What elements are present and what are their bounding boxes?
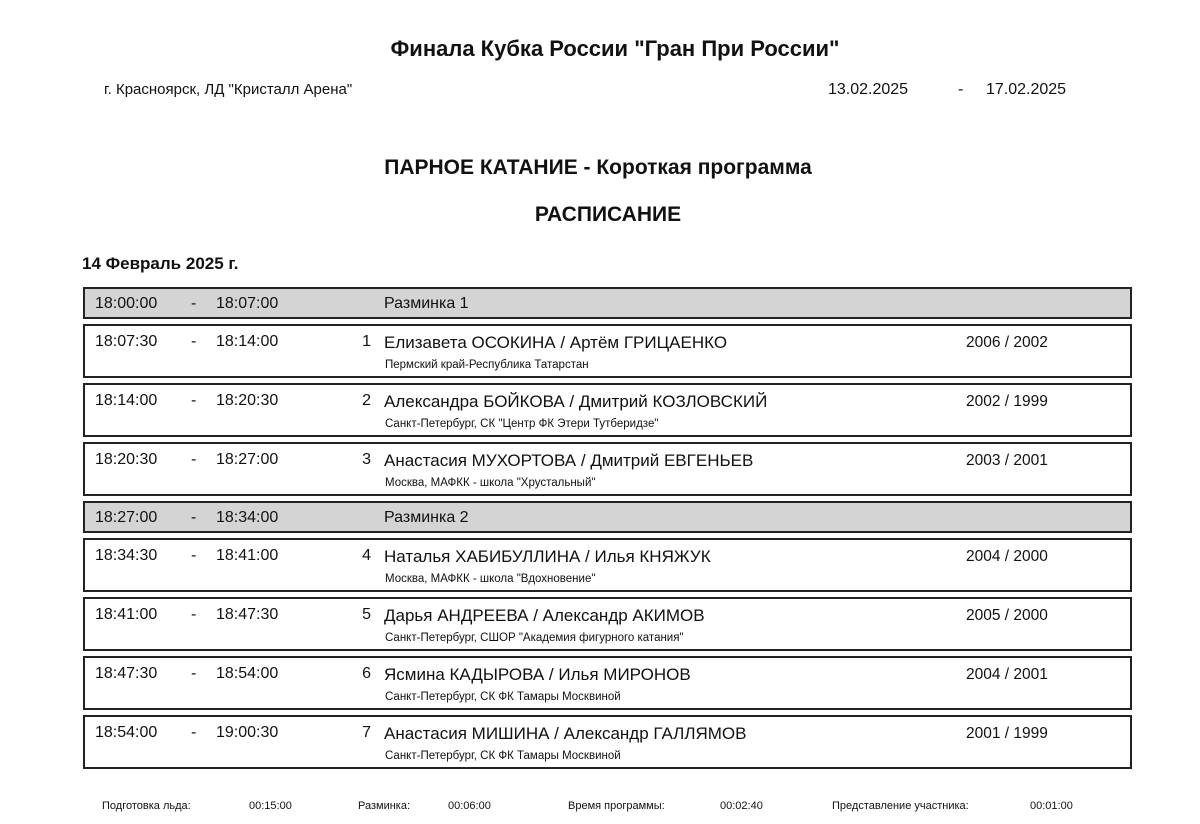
pair-row xyxy=(83,383,1132,437)
start-number: 6 xyxy=(362,665,371,682)
warmup-duration-value: 00:06:00 xyxy=(448,800,491,812)
pair-names: Ясмина КАДЫРОВА / Илья МИРОНОВ xyxy=(384,665,691,684)
pair-club: Санкт-Петербург, СК ФК Тамары Москвиной xyxy=(385,750,621,762)
time-dash: - xyxy=(191,606,197,623)
ice-prep-label: Подготовка льда: xyxy=(102,800,191,812)
pair-names: Дарья АНДРЕЕВА / Александр АКИМОВ xyxy=(384,606,705,625)
start-number: 5 xyxy=(362,606,371,623)
end-time: 18:27:00 xyxy=(216,451,279,468)
end-time: 18:47:30 xyxy=(216,606,279,623)
intro-time-label: Представление участника: xyxy=(832,800,969,812)
warmup-label: Разминка 1 xyxy=(384,295,469,312)
time-dash: - xyxy=(191,724,197,741)
intro-time-value: 00:01:00 xyxy=(1030,800,1073,812)
birth-years: 2001 / 1999 xyxy=(966,725,1048,742)
start-time: 18:41:00 xyxy=(95,606,158,623)
pair-row xyxy=(83,538,1132,592)
warmup-row xyxy=(83,287,1132,319)
page-title: Финала Кубка России "Гран При России" xyxy=(390,36,840,61)
pair-names: Анастасия МИШИНА / Александр ГАЛЛЯМОВ xyxy=(384,724,747,743)
event-subtitle: ПАРНОЕ КАТАНИЕ - Короткая программа xyxy=(384,156,812,179)
schedule-heading: РАСПИСАНИЕ xyxy=(534,203,682,226)
start-time: 18:20:30 xyxy=(95,451,158,468)
birth-years: 2005 / 2000 xyxy=(966,607,1048,624)
birth-years: 2002 / 1999 xyxy=(966,393,1048,410)
program-time-value: 00:02:40 xyxy=(720,800,763,812)
pair-names: Елизавета ОСОКИНА / Артём ГРИЦАЕНКО xyxy=(384,333,728,352)
pair-row xyxy=(83,597,1132,651)
birth-years: 2003 / 2001 xyxy=(966,452,1048,469)
start-time: 18:14:00 xyxy=(95,392,158,409)
venue: г. Красноярск, ЛД "Кристалл Арена" xyxy=(104,81,353,98)
birth-years: 2006 / 2002 xyxy=(966,334,1048,351)
pair-row xyxy=(83,442,1132,496)
time-dash: - xyxy=(191,295,197,312)
date-separator: - xyxy=(958,81,964,98)
start-time: 18:07:30 xyxy=(95,333,158,350)
end-time: 18:54:00 xyxy=(216,665,279,682)
pair-club: Москва, МАФКК - школа "Вдохновение" xyxy=(385,573,596,585)
pair-names: Наталья ХАБИБУЛЛИНА / Илья КНЯЖУК xyxy=(384,547,711,566)
pair-row xyxy=(83,324,1132,378)
start-number: 7 xyxy=(362,724,371,741)
time-dash: - xyxy=(191,547,197,564)
date-start: 13.02.2025 xyxy=(828,81,909,98)
pair-club: Санкт-Петербург, СШОР "Академия фигурного катания" xyxy=(385,632,684,644)
start-time: 18:54:00 xyxy=(95,724,158,741)
pair-club: Пермский край-Республика Татарстан xyxy=(385,359,589,371)
warmup-label: Разминка 2 xyxy=(384,509,469,526)
ice-prep-value: 00:15:00 xyxy=(249,800,292,812)
time-dash: - xyxy=(191,509,197,526)
program-time-label: Время программы: xyxy=(568,800,665,812)
birth-years: 2004 / 2000 xyxy=(966,548,1048,565)
start-time: 18:00:00 xyxy=(95,295,158,312)
birth-years: 2004 / 2001 xyxy=(966,666,1048,683)
pair-row xyxy=(83,715,1132,769)
warmup-duration-label: Разминка: xyxy=(358,800,411,812)
start-number: 4 xyxy=(362,547,371,564)
start-time: 18:47:30 xyxy=(95,665,158,682)
start-time: 18:27:00 xyxy=(95,509,158,526)
end-time: 19:00:30 xyxy=(216,724,279,741)
date-end: 17.02.2025 xyxy=(986,81,1067,98)
pair-club: Санкт-Петербург, СК ФК Тамары Москвиной xyxy=(385,691,621,703)
end-time: 18:34:00 xyxy=(216,509,279,526)
end-time: 18:07:00 xyxy=(216,295,279,312)
schedule-day: 14 Февраль 2025 г. xyxy=(82,254,239,273)
pair-names: Александра БОЙКОВА / Дмитрий КОЗЛОВСКИЙ xyxy=(384,392,768,411)
start-number: 2 xyxy=(362,392,371,409)
end-time: 18:20:30 xyxy=(216,392,279,409)
time-dash: - xyxy=(191,665,197,682)
warmup-row xyxy=(83,501,1132,533)
schedule-table xyxy=(83,287,1132,774)
start-number: 3 xyxy=(362,451,371,468)
pair-club: Санкт-Петербург, СК "Центр ФК Этери Тутберидзе" xyxy=(385,418,659,430)
end-time: 18:41:00 xyxy=(216,547,279,564)
start-time: 18:34:30 xyxy=(95,547,158,564)
time-dash: - xyxy=(191,333,197,350)
time-dash: - xyxy=(191,392,197,409)
time-dash: - xyxy=(191,451,197,468)
start-number: 1 xyxy=(362,333,371,350)
pair-row xyxy=(83,656,1132,710)
end-time: 18:14:00 xyxy=(216,333,279,350)
pair-names: Анастасия МУХОРТОВА / Дмитрий ЕВГЕНЬЕВ xyxy=(384,451,754,470)
pair-club: Москва, МАФКК - школа "Хрустальный" xyxy=(385,477,596,489)
